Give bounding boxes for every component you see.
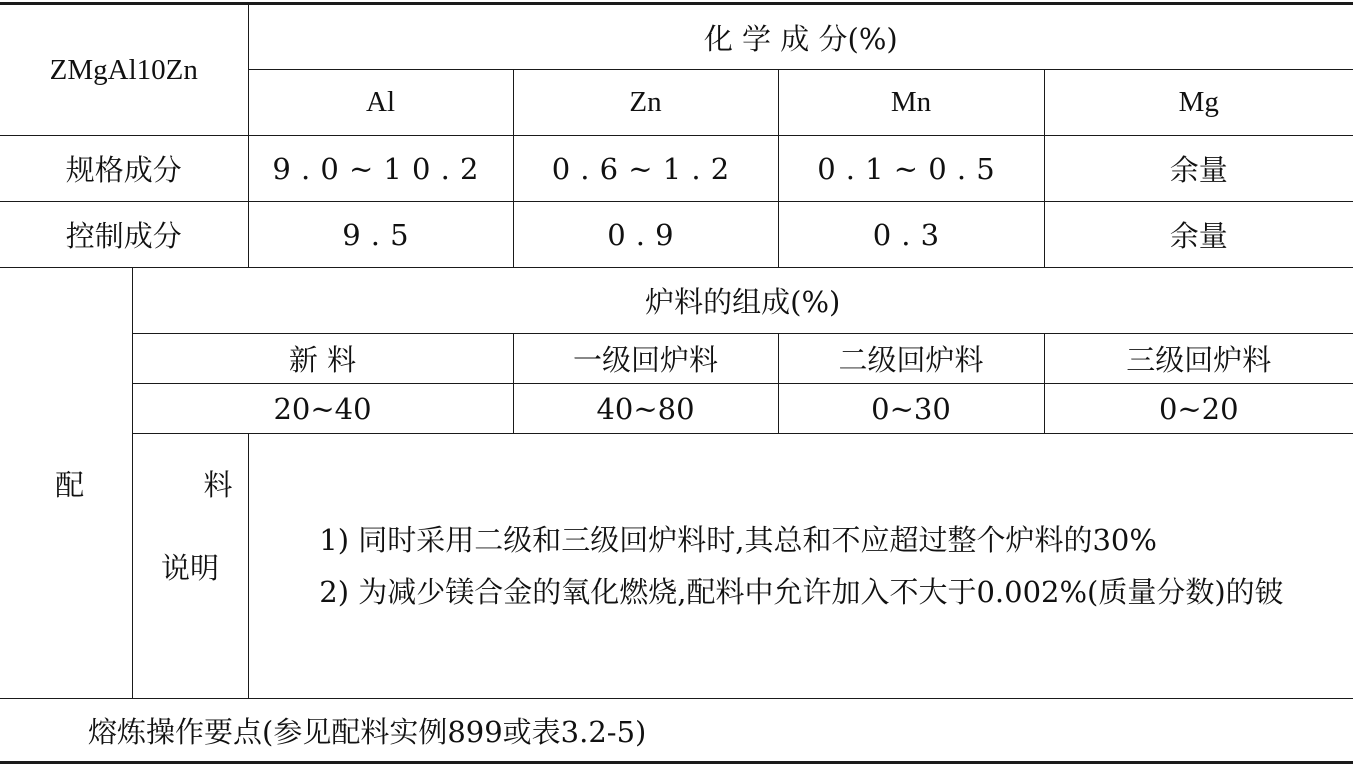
process-note: 熔炼操作要点(参见配料实例899或表3.2-5): [0, 699, 1353, 763]
charge-type-first-return: 一级回炉料: [513, 334, 778, 384]
element-mg: Mg: [1044, 70, 1353, 136]
control-value-zn: 0.9: [513, 202, 778, 268]
control-value-mg: 余量: [1044, 202, 1353, 268]
charge-label: 配 料: [0, 268, 132, 699]
process-row: [0, 699, 1353, 763]
chem-composition-header: 化 学 成 分(%): [248, 4, 1353, 70]
spec-row: [0, 136, 1353, 202]
spec-value-mn: 0.1~0.5: [778, 136, 1044, 202]
element-al: Al: [248, 70, 513, 136]
charge-value-new: 20~40: [132, 384, 513, 434]
alloy-composition-table: [0, 2, 1353, 764]
spec-value-zn: 0.6~1.2: [513, 136, 778, 202]
note-item-1: 1) 同时采用二级和三级回炉料时,其总和不应超过整个炉料的30%: [319, 523, 1157, 557]
grade-cell: ZMgAl10Zn: [0, 4, 248, 136]
control-value-al: 9.5: [248, 202, 513, 268]
element-zn: Zn: [513, 70, 778, 136]
charge-value-row: [0, 384, 1353, 434]
note-item-2: 2) 为减少镁合金的氧化燃烧,配料中允许加入不大于0.002%(质量分数)的铍: [319, 575, 1284, 609]
spec-value-al: 9.0~10.2: [248, 136, 513, 202]
charge-type-second-return: 二级回炉料: [778, 334, 1044, 384]
control-row: [0, 202, 1353, 268]
charge-value-second-return: 0~30: [778, 384, 1044, 434]
charge-type-new: 新 料: [132, 334, 513, 384]
charge-value-first-return: 40~80: [513, 384, 778, 434]
spec-value-mg: 余量: [1044, 136, 1353, 202]
control-label: 控制成分: [0, 202, 248, 268]
spec-label: 规格成分: [0, 136, 248, 202]
charge-type-row: [0, 334, 1353, 384]
charge-header-row: [0, 268, 1353, 334]
element-mn: Mn: [778, 70, 1044, 136]
control-value-mn: 0.3: [778, 202, 1044, 268]
notes-label: 说明: [132, 434, 248, 699]
charge-type-third-return: 三级回炉料: [1044, 334, 1353, 384]
header-row-1: [0, 4, 1353, 70]
charge-composition-header: 炉料的组成(%): [132, 268, 1353, 334]
charge-value-third-return: 0~20: [1044, 384, 1353, 434]
notes-content: [248, 434, 1353, 699]
